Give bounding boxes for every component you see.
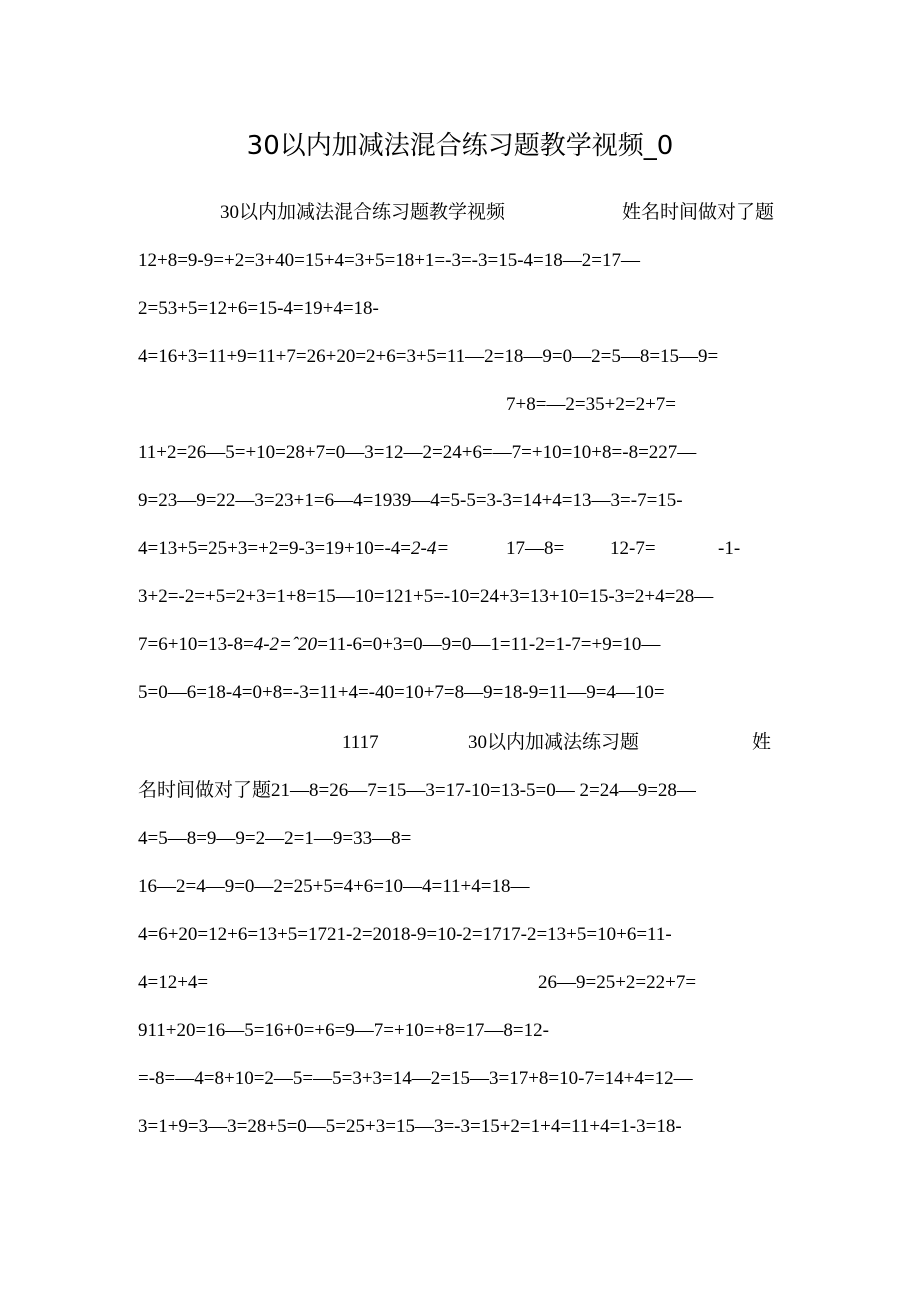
line-9-part-2: 4-2=ˆ20: [253, 634, 318, 655]
line-9-part-3: =11-6=0+3=0—9=0—1=11-2=1-7=+9=10—: [317, 634, 661, 655]
exercise-line-14: 16—2=4—9=0—2=25+5=4+6=10—4=11+4=18—: [138, 876, 530, 897]
exercise-line-18: =-8=—4=8+10=2—5=—5=3+3=14—2=15—3=17+8=10-7=14+4=12—: [138, 1068, 693, 1089]
line-9-part-1: 7=6+10=13-8=: [138, 634, 254, 655]
line-7-part-5: -1-: [718, 538, 741, 559]
line-7-part-4: 12-7=: [610, 538, 656, 559]
exercise-line-16-right: 26—9=25+2=22+7=: [538, 972, 697, 993]
line-11-title: 30以内加减法练习题: [468, 732, 640, 753]
page-title: 30以内加减法混合练习题教学视频_0: [246, 131, 674, 161]
exercise-line-5: 11+2=26—5=+10=28+7=0—3=12—2=24+6=—7=+10=10+8=-8=227—: [138, 442, 697, 463]
line-7-part-2: 2-4=: [411, 538, 450, 559]
exercise-line-19: 3=1+9=3—3=28+5=0—5=25+3=15—3=-3=15+2=1+4=11+4=1-3=18-: [138, 1116, 682, 1137]
exercise-line-16-left: 4=12+4=: [138, 972, 209, 993]
exercise-line-12: 名时间做对了题21—8=26—7=15—3=17-10=13-5=0— 2=24—9=28—: [138, 780, 696, 801]
exercise-line-17: 911+20=16—5=16+0=+6=9—7=+10=+8=17—8=12-: [138, 1020, 549, 1041]
exercise-line-1: 12+8=9-9=+2=3+40=15+4=3+5=18+1=-3=-3=15-4=18—2=17—: [138, 250, 640, 271]
exercise-line-2: 2=53+5=12+6=15-4=19+4=18-: [138, 298, 379, 319]
exercise-line-6: 9=23—9=22—3=23+1=6—4=1939—4=5-5=3-3=14+4=13—3=-7=15-: [138, 490, 683, 511]
exercise-line-13: 4=5—8=9—9=2—2=1—9=33—8=: [138, 828, 412, 849]
exercise-line-3: 4=16+3=11+9=11+7=26+20=2+6=3+5=11—2=18—9=0—2=5—8=15—9=: [138, 346, 719, 367]
exercise-line-8: 3+2=-2=+5=2+3=1+8=15—10=121+5=-10=24+3=13+10=15-3=2+4=28—: [138, 586, 714, 607]
subhead-title: 30以内加减法混合练习题教学视频: [220, 202, 506, 223]
subhead-name-field: 姓名时间做对了题: [622, 202, 775, 223]
exercise-line-15: 4=6+20=12+6=13+5=1721-2=2018-9=10-2=1717-2=13+5=10+6=11-: [138, 924, 672, 945]
exercise-line-7: [138, 536, 449, 562]
line-11-number: 1117: [342, 732, 379, 753]
line-7-part-3: 17—8=: [506, 538, 565, 559]
line-7-part-1: 4=13+5=25+3=+2=9-3=19+10=-4=: [138, 538, 412, 559]
exercise-line-10: 5=0—6=18-4=0+8=-3=11+4=-40=10+7=8—9=18-9=11—9=4—10=: [138, 682, 665, 703]
exercise-line-4: 7+8=—2=35+2=2+7=: [506, 394, 677, 415]
exercise-line-9: [138, 632, 660, 658]
line-11-name-field: 姓: [752, 732, 772, 753]
